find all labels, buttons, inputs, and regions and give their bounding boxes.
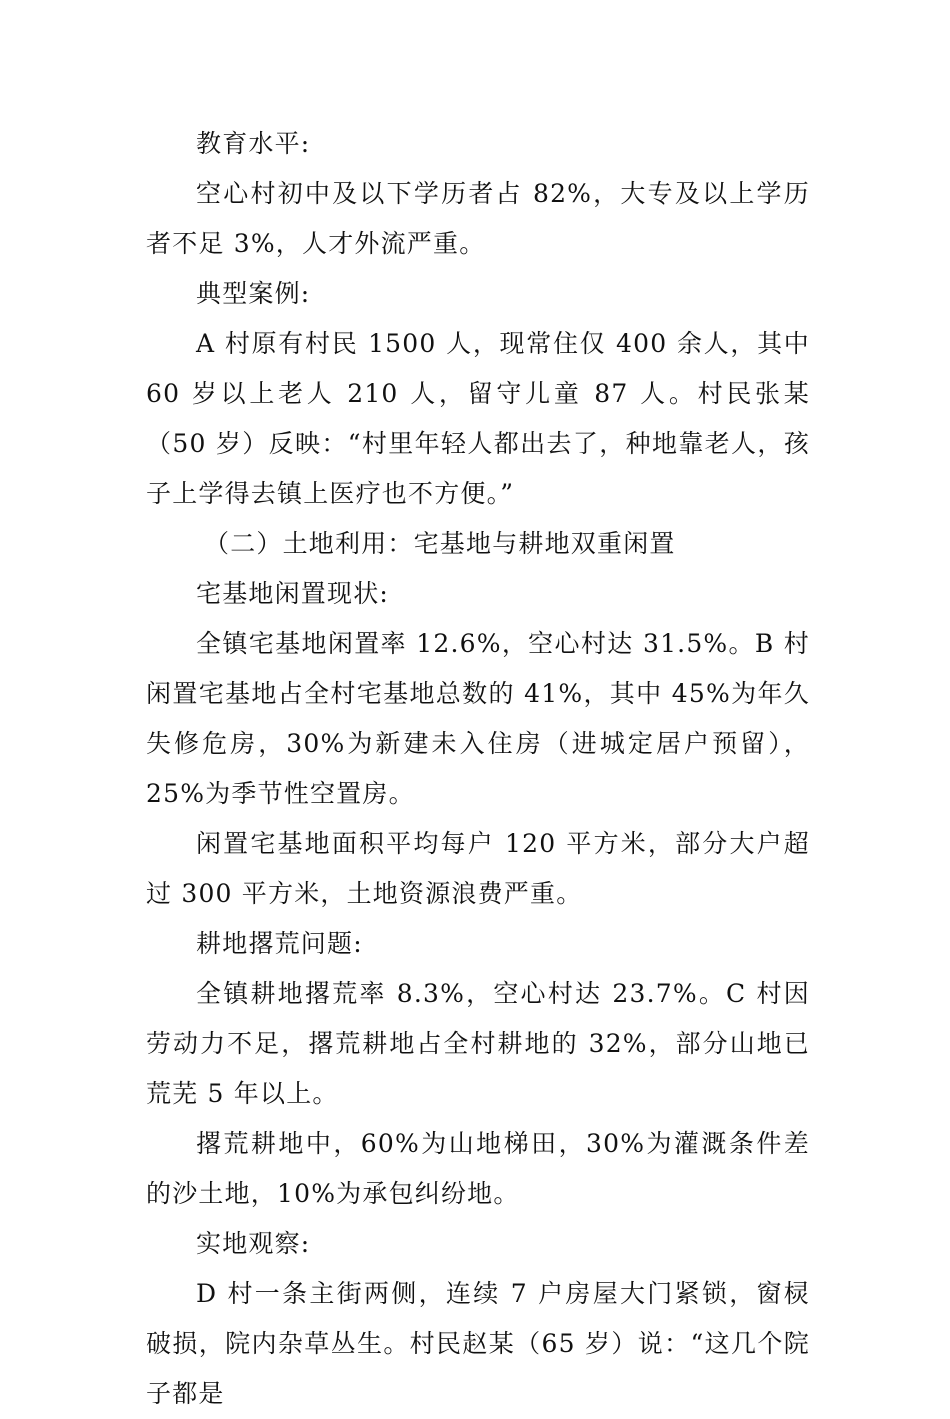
subheading-typical-case: 典型案例: — [196, 279, 311, 308]
paragraph-homestead-idle-rate: 全镇宅基地闲置率 12.6%，空心村达 31.5%。B 村闲置宅基地占全村宅基地总数的 41%，其中 45%为年久失修危房，30%为新建未入住房（进城定居户预留），25%为季节性空置房。 — [146, 629, 810, 808]
section-heading-land-use: （二）土地利用：宅基地与耕地双重闲置 — [204, 529, 676, 558]
subheading-education: 教育水平: — [196, 129, 311, 158]
subheading-field-observation: 实地观察: — [196, 1229, 311, 1258]
paragraph-farmland-abandonment-rate: 全镇耕地撂荒率 8.3%，空心村达 23.7%。C 村因劳动力不足，撂荒耕地占全村耕地的 32%，部分山地已荒芜 5 年以上。 — [146, 979, 810, 1108]
subheading-homestead-idle: 宅基地闲置现状: — [196, 579, 390, 608]
paragraph-education: 空心村初中及以下学历者占 82%，大专及以上学历者不足 3%，人才外流严重。 — [146, 179, 810, 258]
subheading-farmland-abandonment: 耕地撂荒问题: — [196, 929, 363, 958]
document-body — [146, 119, 810, 1419]
paragraph-field-observation: D 村一条主街两侧，连续 7 户房屋大门紧锁，窗棂破损，院内杂草丛生。村民赵某（65 岁）说：“这几个院子都是 — [146, 1279, 810, 1408]
paragraph-typical-case: A 村原有村民 1500 人，现常住仅 400 余人，其中 60 岁以上老人 210 人，留守儿童 87 人。村民张某（50 岁）反映：“村里年轻人都出去了，种地靠老人，孩子上学得去镇上医疗也不方便。” — [146, 329, 810, 508]
paragraph-farmland-abandonment-types: 撂荒耕地中，60%为山地梯田，30%为灌溉条件差的沙土地，10%为承包纠纷地。 — [146, 1129, 810, 1208]
paragraph-homestead-area: 闲置宅基地面积平均每户 120 平方米，部分大户超过 300 平方米，土地资源浪费严重。 — [146, 829, 810, 908]
